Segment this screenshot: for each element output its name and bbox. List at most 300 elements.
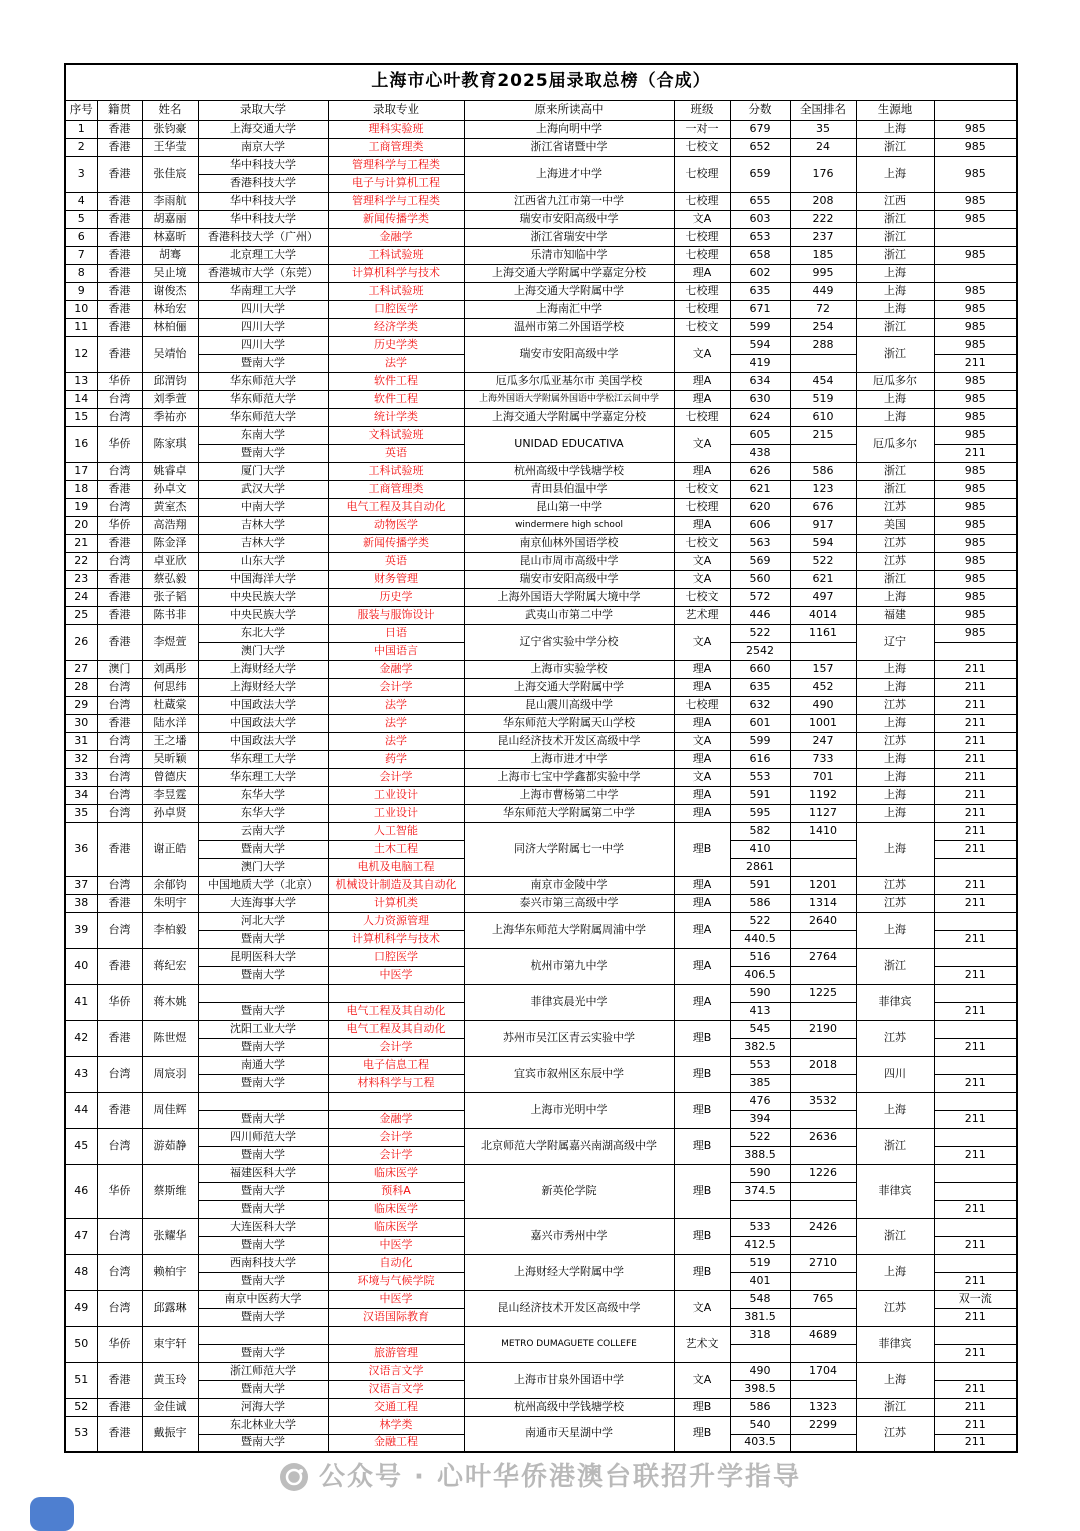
cell-tier: 211 (934, 678, 1017, 696)
cell-school: windermere high school (464, 516, 674, 534)
bottom-left-logo (30, 1497, 74, 1531)
cell-tier: 211 (934, 1398, 1017, 1416)
cell-major: 电子与计算机工程 (328, 174, 464, 192)
cell-source: 上海 (856, 1254, 934, 1290)
cell-source: 上海 (856, 390, 934, 408)
table-row (65, 678, 1017, 696)
cell-major: 财务管理 (328, 570, 464, 588)
cell-score: 590 (730, 984, 790, 1002)
cell-score: 632 (730, 696, 790, 714)
cell-class: 理A (674, 516, 730, 534)
cell-rank: 1127 (790, 804, 856, 822)
cell-major: 工业设计 (328, 786, 464, 804)
table-row (65, 462, 1017, 480)
cell-school: 上海南汇中学 (464, 300, 674, 318)
column-header: 录取大学 (198, 100, 328, 120)
cell-name: 高浩翔 (142, 516, 198, 534)
cell-name: 姚睿卓 (142, 462, 198, 480)
cell-source: 浙江 (856, 462, 934, 480)
cell-university: 南京大学 (198, 138, 328, 156)
cell-name: 孙卓文 (142, 480, 198, 498)
cell-school: 乐清市知临中学 (464, 246, 674, 264)
cell-major: 工科试验班 (328, 246, 464, 264)
table-row (65, 912, 1017, 930)
cell-name: 蔡斯维 (142, 1164, 198, 1218)
cell-name: 李柏毅 (142, 912, 198, 948)
cell-score: 601 (730, 714, 790, 732)
cell-name: 曾德庆 (142, 768, 198, 786)
cell-no: 44 (65, 1092, 97, 1128)
cell-university: 华东师范大学 (198, 408, 328, 426)
cell-school: 南京仙林外国语学校 (464, 534, 674, 552)
column-header-row (65, 100, 1017, 120)
cell-school: 华东师范大学附属天山学校 (464, 714, 674, 732)
cell-tier: 211 (934, 354, 1017, 372)
cell-class: 七校理 (674, 408, 730, 426)
cell-origin: 台湾 (97, 786, 142, 804)
cell-rank (790, 966, 856, 984)
cell-source: 上海 (856, 300, 934, 318)
cell-origin: 台湾 (97, 804, 142, 822)
cell-rank: 449 (790, 282, 856, 300)
cell-source: 上海 (856, 1362, 934, 1398)
cell-source: 上海 (856, 786, 934, 804)
cell-school: 浙江省瑞安中学 (464, 228, 674, 246)
cell-origin: 香港 (97, 624, 142, 660)
cell-tier: 985 (934, 408, 1017, 426)
cell-tier: 985 (934, 156, 1017, 192)
cell-university: 中央民族大学 (198, 588, 328, 606)
cell-university: 东北大学 (198, 624, 328, 642)
cell-school: 新英伦学院 (464, 1164, 674, 1218)
cell-rank: 519 (790, 390, 856, 408)
cell-rank: 2636 (790, 1128, 856, 1146)
cell-class: 理B (674, 1092, 730, 1128)
cell-rank: 123 (790, 480, 856, 498)
cell-name: 蒋纪宏 (142, 948, 198, 984)
cell-rank (790, 354, 856, 372)
cell-university: 南通大学 (198, 1056, 328, 1074)
cell-university: 暨南大学 (198, 1110, 328, 1128)
cell-score: 658 (730, 246, 790, 264)
table-row (65, 120, 1017, 138)
cell-major: 软件工程 (328, 390, 464, 408)
title-row (65, 64, 1017, 100)
cell-major (328, 1092, 464, 1110)
cell-school: 昆山震川高级中学 (464, 696, 674, 714)
cell-name: 周宸羽 (142, 1056, 198, 1092)
cell-major: 文科试验班 (328, 426, 464, 444)
cell-university: 大连医科大学 (198, 1218, 328, 1236)
column-header: 分数 (730, 100, 790, 120)
cell-source: 江苏 (856, 876, 934, 894)
cell-major: 临床医学 (328, 1164, 464, 1182)
cell-source: 上海 (856, 282, 934, 300)
cell-rank: 621 (790, 570, 856, 588)
cell-university: 大连海事大学 (198, 894, 328, 912)
cell-score: 522 (730, 1128, 790, 1146)
cell-class: 理A (674, 678, 730, 696)
cell-class: 理B (674, 1164, 730, 1218)
cell-score: 548 (730, 1290, 790, 1308)
cell-score: 586 (730, 1398, 790, 1416)
cell-school: 昆山市周市高级中学 (464, 552, 674, 570)
cell-school: 上海进才中学 (464, 156, 674, 192)
cell-origin: 台湾 (97, 1128, 142, 1164)
cell-score (730, 1344, 790, 1362)
table-row (65, 804, 1017, 822)
cell-major: 会计学 (328, 1146, 464, 1164)
cell-no: 37 (65, 876, 97, 894)
cell-university: 河海大学 (198, 1398, 328, 1416)
cell-university: 暨南大学 (198, 354, 328, 372)
cell-university: 暨南大学 (198, 1380, 328, 1398)
cell-no: 33 (65, 768, 97, 786)
cell-score: 2861 (730, 858, 790, 876)
cell-class: 七校文 (674, 588, 730, 606)
cell-source: 浙江 (856, 1398, 934, 1416)
cell-class: 文A (674, 210, 730, 228)
cell-rank: 185 (790, 246, 856, 264)
cell-name: 陈家琪 (142, 426, 198, 462)
table-row (65, 228, 1017, 246)
cell-university: 暨南大学 (198, 1074, 328, 1092)
table-row (65, 1056, 1017, 1074)
cell-score: 591 (730, 786, 790, 804)
cell-tier: 985 (934, 300, 1017, 318)
cell-score: 626 (730, 462, 790, 480)
cell-source: 上海 (856, 120, 934, 138)
cell-no: 25 (65, 606, 97, 624)
cell-school: 辽宁省实验中学分校 (464, 624, 674, 660)
cell-school: 宜宾市叙州区东辰中学 (464, 1056, 674, 1092)
cell-school: 上海市实验学校 (464, 660, 674, 678)
cell-school: 浙江省诸暨中学 (464, 138, 674, 156)
cell-tier: 211 (934, 894, 1017, 912)
cell-tier: 211 (934, 930, 1017, 948)
cell-tier: 211 (934, 732, 1017, 750)
cell-major: 经济学类 (328, 318, 464, 336)
table-row (65, 390, 1017, 408)
cell-score: 403.5 (730, 1434, 790, 1452)
cell-origin: 台湾 (97, 732, 142, 750)
cell-tier: 985 (934, 336, 1017, 354)
cell-origin: 香港 (97, 1092, 142, 1128)
table-row (65, 156, 1017, 174)
cell-name: 李煜萱 (142, 624, 198, 660)
cell-source: 浙江 (856, 318, 934, 336)
cell-source: 上海 (856, 714, 934, 732)
cell-score: 382.5 (730, 1038, 790, 1056)
cell-university (198, 984, 328, 1002)
cell-origin: 华侨 (97, 426, 142, 462)
cell-university: 暨南大学 (198, 1236, 328, 1254)
cell-source: 浙江 (856, 336, 934, 372)
cell-school: 上海交通大学附属中学嘉定分校 (464, 264, 674, 282)
cell-school: 瑞安市安阳高级中学 (464, 336, 674, 372)
cell-name: 张子韬 (142, 588, 198, 606)
cell-source: 江苏 (856, 552, 934, 570)
cell-class: 理A (674, 786, 730, 804)
cell-origin: 香港 (97, 156, 142, 192)
cell-tier: 211 (934, 966, 1017, 984)
cell-score: 545 (730, 1020, 790, 1038)
cell-score: 653 (730, 228, 790, 246)
cell-no: 28 (65, 678, 97, 696)
table-row (65, 1326, 1017, 1344)
cell-source: 江苏 (856, 696, 934, 714)
cell-university: 中央民族大学 (198, 606, 328, 624)
cell-rank (790, 1074, 856, 1092)
cell-tier (934, 1182, 1017, 1200)
table-row (65, 282, 1017, 300)
cell-origin: 台湾 (97, 876, 142, 894)
cell-school: 上海市甘泉外国语中学 (464, 1362, 674, 1398)
cell-no: 5 (65, 210, 97, 228)
cell-tier: 211 (934, 804, 1017, 822)
cell-major: 口腔医学 (328, 300, 464, 318)
cell-no: 50 (65, 1326, 97, 1362)
cell-tier (934, 1326, 1017, 1344)
cell-university: 中南大学 (198, 498, 328, 516)
cell-major (328, 984, 464, 1002)
cell-university: 厦门大学 (198, 462, 328, 480)
cell-source: 菲律宾 (856, 1326, 934, 1362)
cell-class: 七校理 (674, 228, 730, 246)
cell-name: 林嘉昕 (142, 228, 198, 246)
cell-university: 东华大学 (198, 804, 328, 822)
cell-score: 381.5 (730, 1308, 790, 1326)
cell-school: 苏州市吴江区青云实验中学 (464, 1020, 674, 1056)
cell-rank: 254 (790, 318, 856, 336)
cell-rank: 288 (790, 336, 856, 354)
cell-origin: 香港 (97, 1362, 142, 1398)
cell-score: 660 (730, 660, 790, 678)
cell-class: 七校理 (674, 300, 730, 318)
cell-origin: 香港 (97, 138, 142, 156)
cell-tier: 985 (934, 588, 1017, 606)
cell-origin: 台湾 (97, 390, 142, 408)
cell-class: 七校理 (674, 192, 730, 210)
cell-rank: 2764 (790, 948, 856, 966)
cell-major: 金融学 (328, 228, 464, 246)
cell-rank: 1201 (790, 876, 856, 894)
cell-school: 杭州市第九中学 (464, 948, 674, 984)
cell-no: 9 (65, 282, 97, 300)
cell-source: 四川 (856, 1056, 934, 1092)
cell-rank (790, 858, 856, 876)
cell-origin: 澳门 (97, 660, 142, 678)
cell-score: 655 (730, 192, 790, 210)
cell-university: 暨南大学 (198, 1200, 328, 1218)
cell-school: 上海华东师范大学附属周浦中学 (464, 912, 674, 948)
cell-major: 法学 (328, 354, 464, 372)
cell-score: 394 (730, 1110, 790, 1128)
table-row (65, 750, 1017, 768)
table-row (65, 624, 1017, 642)
cell-university: 吉林大学 (198, 534, 328, 552)
cell-class: 一对一 (674, 120, 730, 138)
cell-tier: 211 (934, 1038, 1017, 1056)
cell-school: 昆山第一中学 (464, 498, 674, 516)
cell-name: 周佳辉 (142, 1092, 198, 1128)
cell-school: 武夷山市第二中学 (464, 606, 674, 624)
cell-score: 406.5 (730, 966, 790, 984)
cell-score: 599 (730, 732, 790, 750)
cell-class: 文A (674, 552, 730, 570)
cell-class: 理B (674, 1254, 730, 1290)
cell-name: 陆水洋 (142, 714, 198, 732)
cell-score: 553 (730, 1056, 790, 1074)
cell-source: 浙江 (856, 1218, 934, 1254)
cell-major: 服装与服饰设计 (328, 606, 464, 624)
cell-score (730, 1200, 790, 1218)
cell-source: 上海 (856, 156, 934, 192)
cell-rank (790, 1434, 856, 1452)
cell-name: 邱渭钧 (142, 372, 198, 390)
cell-source: 福建 (856, 606, 934, 624)
cell-rank: 586 (790, 462, 856, 480)
cell-rank: 2426 (790, 1218, 856, 1236)
cell-university: 四川师范大学 (198, 1128, 328, 1146)
cell-class: 七校理 (674, 246, 730, 264)
cell-score: 635 (730, 678, 790, 696)
cell-university: 上海财经大学 (198, 678, 328, 696)
cell-tier: 985 (934, 210, 1017, 228)
cell-origin: 香港 (97, 606, 142, 624)
cell-score: 620 (730, 498, 790, 516)
cell-school: 瑞安市安阳高级中学 (464, 210, 674, 228)
cell-rank: 222 (790, 210, 856, 228)
cell-major: 土木工程 (328, 840, 464, 858)
cell-university: 沈阳工业大学 (198, 1020, 328, 1038)
cell-university: 暨南大学 (198, 1344, 328, 1362)
cell-tier: 985 (934, 192, 1017, 210)
cell-university: 华东师范大学 (198, 372, 328, 390)
cell-class: 文A (674, 336, 730, 372)
cell-rank (790, 1236, 856, 1254)
cell-university: 东华大学 (198, 786, 328, 804)
cell-university: 中国政法大学 (198, 714, 328, 732)
cell-no: 45 (65, 1128, 97, 1164)
cell-source: 厄瓜多尔 (856, 426, 934, 462)
cell-no: 1 (65, 120, 97, 138)
cell-origin: 香港 (97, 264, 142, 282)
cell-tier (934, 1056, 1017, 1074)
cell-rank: 1226 (790, 1164, 856, 1182)
cell-major: 工科试验班 (328, 282, 464, 300)
cell-rank: 1314 (790, 894, 856, 912)
cell-tier: 211 (934, 444, 1017, 462)
cell-university: 福建医科大学 (198, 1164, 328, 1182)
cell-school: 上海市七宝中学鑫都实验中学 (464, 768, 674, 786)
cell-rank: 1001 (790, 714, 856, 732)
cell-tier: 双一流 (934, 1290, 1017, 1308)
table-row (65, 192, 1017, 210)
cell-source: 浙江 (856, 138, 934, 156)
cell-name: 刘季萱 (142, 390, 198, 408)
cell-origin: 台湾 (97, 678, 142, 696)
cell-tier: 211 (934, 840, 1017, 858)
cell-class: 七校理 (674, 498, 730, 516)
cell-origin: 香港 (97, 480, 142, 498)
cell-no: 31 (65, 732, 97, 750)
cell-class: 理A (674, 660, 730, 678)
cell-rank: 4689 (790, 1326, 856, 1344)
cell-tier: 211 (934, 1416, 1017, 1434)
cell-origin: 台湾 (97, 1056, 142, 1092)
cell-rank: 2710 (790, 1254, 856, 1272)
cell-origin: 台湾 (97, 750, 142, 768)
cell-class: 文A (674, 768, 730, 786)
cell-university: 暨南大学 (198, 840, 328, 858)
table-row (65, 876, 1017, 894)
cell-origin: 香港 (97, 948, 142, 984)
cell-no: 4 (65, 192, 97, 210)
cell-no: 27 (65, 660, 97, 678)
cell-class: 文A (674, 732, 730, 750)
cell-score: 582 (730, 822, 790, 840)
table-row (65, 1398, 1017, 1416)
cell-origin: 香港 (97, 588, 142, 606)
cell-rank (790, 642, 856, 660)
cell-origin: 台湾 (97, 498, 142, 516)
cell-name: 王华莹 (142, 138, 198, 156)
cell-class: 七校文 (674, 534, 730, 552)
cell-origin: 香港 (97, 318, 142, 336)
table-row (65, 1128, 1017, 1146)
cell-university: 中国海洋大学 (198, 570, 328, 588)
cell-university: 河北大学 (198, 912, 328, 930)
cell-score: 586 (730, 894, 790, 912)
cell-no: 32 (65, 750, 97, 768)
cell-university: 暨南大学 (198, 1272, 328, 1290)
cell-no: 14 (65, 390, 97, 408)
cell-score: 624 (730, 408, 790, 426)
cell-university: 香港城市大学（东莞） (198, 264, 328, 282)
cell-source: 上海 (856, 750, 934, 768)
cell-school: 上海向明中学 (464, 120, 674, 138)
cell-score: 522 (730, 624, 790, 642)
cell-university: 暨南大学 (198, 966, 328, 984)
cell-rank (790, 444, 856, 462)
cell-school: 上海财经大学附属中学 (464, 1254, 674, 1290)
cell-university: 昆明医科大学 (198, 948, 328, 966)
cell-origin: 香港 (97, 336, 142, 372)
cell-tier: 985 (934, 534, 1017, 552)
table-row (65, 1290, 1017, 1308)
cell-score: 412.5 (730, 1236, 790, 1254)
cell-no: 8 (65, 264, 97, 282)
table-row (65, 768, 1017, 786)
cell-major: 临床医学 (328, 1200, 464, 1218)
cell-no: 34 (65, 786, 97, 804)
cell-no: 38 (65, 894, 97, 912)
admissions-sheet (64, 63, 1016, 1453)
cell-university: 华中科技大学 (198, 210, 328, 228)
cell-name: 蒋木姚 (142, 984, 198, 1020)
cell-score: 560 (730, 570, 790, 588)
cell-tier: 985 (934, 552, 1017, 570)
cell-major: 历史学 (328, 588, 464, 606)
cell-no: 42 (65, 1020, 97, 1056)
cell-major: 林学类 (328, 1416, 464, 1434)
cell-no: 49 (65, 1290, 97, 1326)
cell-name: 卓亚欣 (142, 552, 198, 570)
cell-school: 菲律宾晨光中学 (464, 984, 674, 1020)
cell-class: 理A (674, 804, 730, 822)
cell-major: 人力资源管理 (328, 912, 464, 930)
